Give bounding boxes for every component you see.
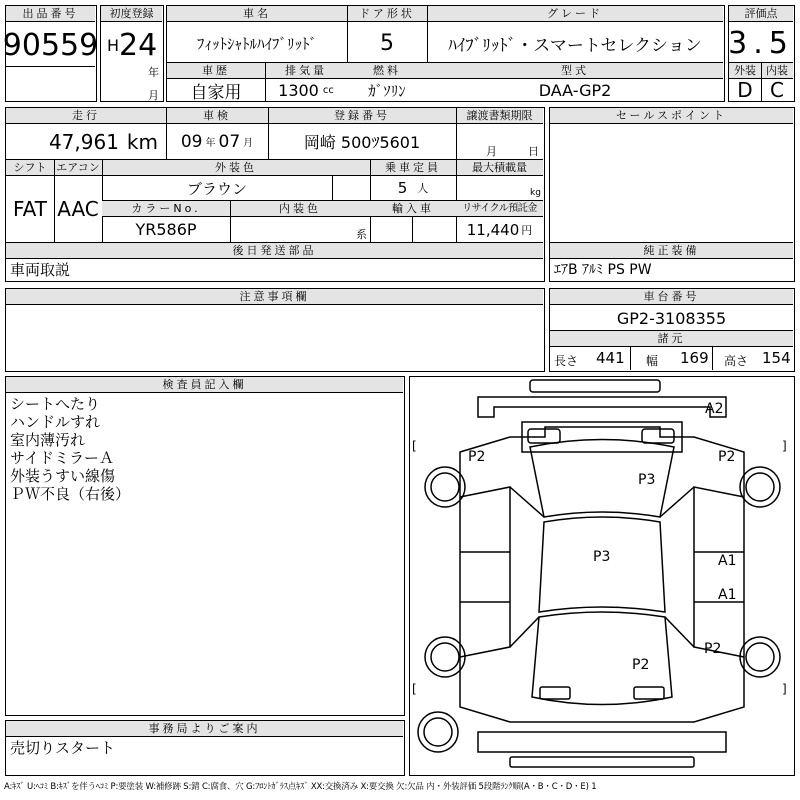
mileage-label: 走行: [6, 108, 166, 124]
chassis-number: GP2-3108355: [616, 308, 727, 328]
length: 441: [596, 349, 625, 367]
era: H: [107, 36, 120, 55]
recycle: [456, 217, 543, 242]
damage-mark-p2-rear-left: P2: [468, 449, 486, 465]
capacity-unit: 人: [417, 182, 429, 195]
damage-mark-p3-roof: P3: [638, 472, 656, 488]
import-label: 輸入車: [370, 201, 456, 217]
spec-box: [5, 107, 545, 282]
insp-year: 09: [180, 131, 203, 152]
inspector-line: ＰＷ不良（右後）: [10, 485, 131, 503]
length-label: 長さ: [554, 354, 579, 368]
caution-label: 注意事項欄: [6, 289, 543, 305]
model: DAA-GP2: [538, 80, 612, 100]
inspection: [166, 124, 268, 159]
damage-mark-p2-front-right: P2: [704, 641, 722, 657]
history: 自家用: [190, 82, 242, 103]
insp-year-unit: 年: [205, 138, 216, 149]
reg-year: 24: [119, 28, 158, 63]
inspector-label: 検査員記入欄: [6, 377, 403, 393]
car-name-label: 車名: [167, 6, 347, 22]
sales-box: [549, 107, 795, 282]
fuel: ｶﾞｿﾘﾝ: [368, 81, 406, 100]
office-label: 事務局よりご案内: [6, 721, 403, 737]
interior-color-label: 内装色: [230, 201, 370, 217]
chassis-box: [549, 288, 795, 372]
insp-month-unit: 月: [243, 138, 254, 149]
fuel-label: 燃料: [347, 63, 427, 79]
damage-mark-a2: A2: [705, 401, 724, 417]
dimensions-label: 諸元: [550, 331, 793, 347]
damage-mark-p3-cabin: P3: [593, 549, 611, 565]
first-reg-label: 初度登録: [101, 6, 162, 22]
bracket-right-bottom: ]: [782, 682, 787, 696]
recycle-unit: 円: [521, 223, 533, 237]
capacity-label: 乗車定員: [370, 160, 456, 176]
bracket-left-bottom: [: [412, 682, 417, 696]
transfer-label: 譲渡書類期限: [456, 108, 543, 124]
inspector-line: ハンドルすれ: [10, 413, 101, 431]
damage-diagram: [409, 376, 795, 776]
equipment-value: ｴｱB ｱﾙﾐ PS PW: [554, 262, 652, 278]
car-outline-drawing: [410, 377, 794, 775]
door-count: 5: [380, 30, 394, 56]
score: 3.5: [728, 25, 794, 61]
office-value: 売切りスタート: [10, 739, 116, 757]
displacement: [265, 79, 347, 101]
score-label: 評価点: [729, 6, 793, 22]
legend-footer: A:ｷｽﾞ U:ﾍｺﾐ B:ｷｽﾞを伴うﾍｺﾐ P:要塗装 W:補修跡 S:錆 C:腐食、穴 G:ﾌﾛﾝﾄｶﾞﾗｽ点ｷｽﾞ XX:交換済み X:要交換 欠:欠品 内・外装評価 5段階ﾗﾝｸ順(A・B・C・D・E) 1: [4, 782, 597, 792]
year-unit: 年: [148, 66, 159, 79]
damage-mark-p2-hood: P2: [632, 657, 650, 673]
inspector-box: [5, 376, 405, 716]
mileage-value: 47,961: [48, 129, 119, 154]
mileage: [6, 124, 166, 159]
grade-label: グレード: [427, 6, 723, 22]
recycle-label: リサイクル預託金: [456, 201, 543, 217]
bracket-left-top: [: [412, 439, 417, 453]
caution-box: [5, 288, 545, 372]
height: 154: [762, 349, 791, 367]
main-header-box: [166, 5, 725, 102]
ext-grade: D: [737, 78, 753, 102]
exterior-color: ブラウン: [186, 179, 247, 198]
lot-number: 90559: [2, 27, 99, 63]
month-unit: 月: [148, 89, 159, 102]
grade: ﾊｲﾌﾞﾘｯﾄﾞ・スマートセレクション: [448, 35, 702, 56]
displacement-unit: cc: [322, 84, 334, 96]
damage-mark-p2-rear-right: P2: [718, 449, 736, 465]
history-label: 車歴: [167, 63, 265, 79]
inspector-line: 室内薄汚れ: [10, 431, 86, 449]
deferred-value: 車両取説: [10, 261, 71, 279]
ac: AAC: [57, 197, 99, 221]
chassis-label: 車台番号: [550, 289, 793, 305]
plate-label: 登録番号: [268, 108, 456, 124]
score-box: [728, 5, 795, 102]
damage-mark-a1-front-door: A1: [718, 587, 737, 603]
insp-month: 07: [218, 131, 241, 152]
int-grade: C: [770, 78, 784, 102]
model-label: 型式: [427, 63, 723, 79]
width: 169: [680, 349, 709, 367]
ac-label: エアコン: [54, 160, 102, 176]
lot-box: [2, 5, 99, 102]
car-name: ﾌｨｯﾄｼｬﾄﾙﾊｲﾌﾞﾘｯﾄﾞ: [196, 34, 317, 53]
sales-label: セールスポイント: [550, 108, 793, 124]
color-no: YR586P: [135, 220, 197, 239]
transfer-month: 月: [486, 145, 497, 158]
load-unit: kg: [530, 188, 541, 198]
bracket-right-top: ]: [782, 439, 787, 453]
plate: 岡崎 500ﾂ5601: [303, 133, 421, 152]
color-no-label: カラーNo.: [102, 201, 230, 217]
capacity: [370, 176, 456, 200]
deferred-label: 後日発送部品: [6, 243, 543, 259]
damage-mark-a1-rear-door: A1: [718, 553, 737, 569]
displacement-label: 排気量: [265, 63, 347, 79]
office-box: [5, 720, 405, 776]
lot-label: 出品番号: [6, 6, 95, 22]
first-reg-box: [100, 5, 164, 102]
interior-color-suffix: 系: [356, 228, 367, 241]
capacity-value: 5: [397, 179, 408, 197]
load-label: 最大積載量: [456, 160, 543, 176]
inspector-line: シートへたり: [10, 395, 101, 413]
exterior-color-label: 外装色: [102, 160, 370, 176]
recycle-value: 11,440: [466, 220, 520, 239]
mileage-unit: km: [126, 129, 158, 154]
ext-label: 外装: [729, 63, 761, 79]
door-label: ドア形状: [347, 6, 427, 22]
displacement-value: 1300: [278, 80, 319, 100]
inspector-line: サイドミラーＡ: [10, 449, 114, 467]
int-label: 内装: [761, 63, 793, 79]
shift: FAT: [12, 197, 47, 221]
height-label: 高さ: [724, 354, 749, 368]
transfer-day: 日: [528, 145, 539, 158]
inspector-line: 外装うすい線傷: [10, 467, 116, 485]
shift-label: シフト: [6, 160, 54, 176]
width-label: 幅: [646, 354, 659, 368]
inspection-label: 車検: [166, 108, 268, 124]
equipment-label: 純正装備: [550, 243, 793, 259]
